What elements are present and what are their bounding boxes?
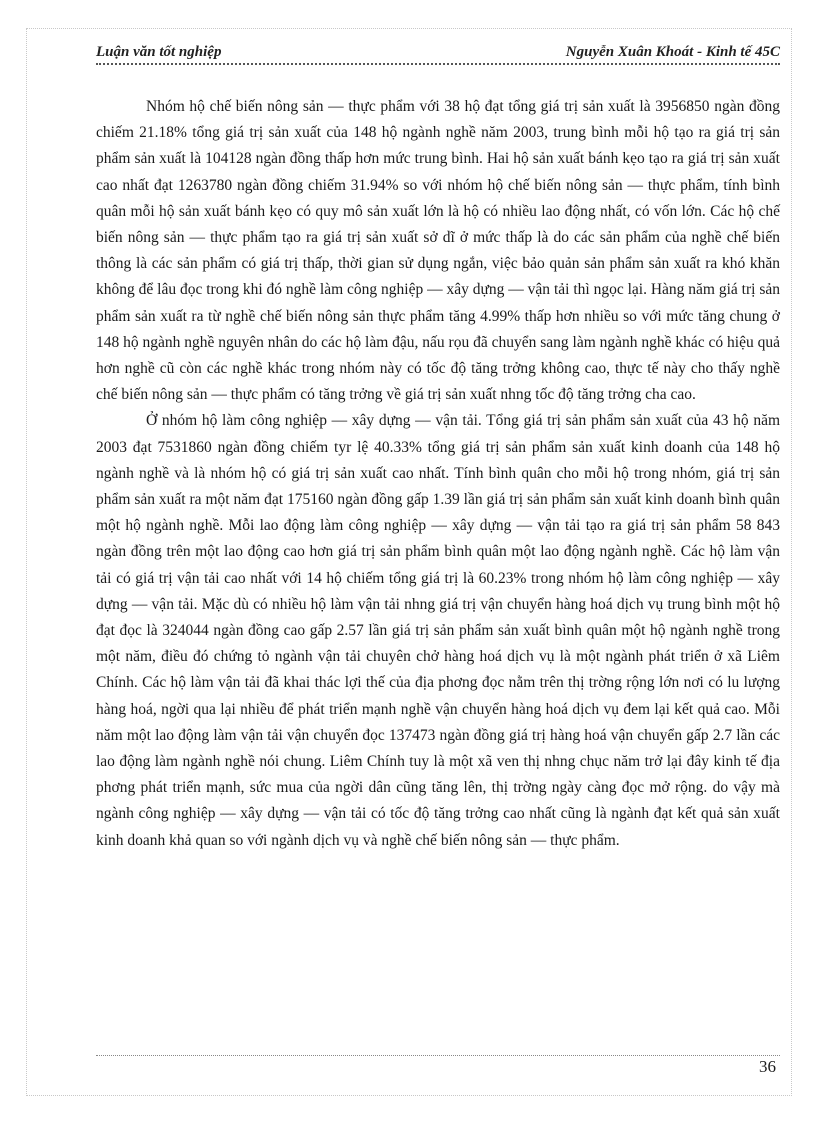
header-right-author: Nguyễn Xuân Khoát - Kinh tế 45C <box>565 44 780 60</box>
footer-rule <box>96 1055 780 1056</box>
paragraph-2: Ở nhóm hộ làm công nghiệp — xây dựng — vận tải. Tổng giá trị sản phẩm sản xuất của 43 hộ năm 2003 đạt 7531860 ngàn đồng chiếm tyr lệ 40.33% tổng giá trị sản phẩm sản xuất kinh doanh của 148 hộ ngành nghề và là nhóm hộ có giá trị sản xuất cao nhất. Tính bình quân cho mỗi hộ trong nhóm, giá trị sản phẩm sản xuất ra một năm đạt 175160 ngàn đồng gấp 1.39 lần giá trị sản phẩm sản xuất kinh doanh bình quân một hộ ngành nghề. Mỗi lao động làm công nghiệp — xây dựng — vận tải tạo ra giá trị sản phẩm 58 843 ngàn đồng trên một lao động cao hơn giá trị sản phẩm bình quân một lao động ngành nghề. Các hộ làm vận tải có giá trị vận tải cao nhất với 14 hộ chiếm tổng giá trị là 60.23% trong nhóm hộ làm công nghiệp — xây dựng — vận tải. Mặc dù có nhiều hộ làm vận tải nhng giá trị vận chuyển hàng hoá dịch vụ trung bình một hộ đạt đọc là 324044 ngàn đồng cao gấp 2.57 lần giá trị sản phẩm sản xuất bình quân một hộ ngành nghề trong một năm, điều đó chứng tỏ ngành vận tải chuyên chở hàng hoá dịch vụ là một ngành phát triển ở xã Liêm Chính. Các hộ làm vận tải đã khai thác lợi thế của địa phơng đọc nằm trên thị trờng rộng lớn nơi có lu lượng hàng hoá, ngời qua lại nhiều để phát triển mạnh nghề vận chuyển hàng hoá dịch vụ đem lại kết quả cao. Mỗi năm một lao động làm vận tải vận chuyển đọc 137473 ngàn đồng giá trị hàng hoá vận chuyển gấp 2.7 lần các lao động làm ngành nghề nói chung. Liêm Chính tuy là một xã ven thị nhng chục năm trở lại đây kinh tế địa phơng phát triển mạnh, sức mua của ngời dân cũng tăng lên, thị trờng ngày càng đọc mở rộng. do vậy mà ngành công nghiệp — xây dựng — vận tải có tốc độ tăng trởng cao nhất cũng là ngành đạt kết quả sản xuất kinh doanh khả quan so với ngành dịch vụ và nghề chế biến nông sản — thực phẩm. <box>96 412 780 849</box>
header-left-title: Luận văn tốt nghiệp <box>96 44 222 60</box>
page-number: 36 <box>759 1057 776 1076</box>
body-text <box>96 94 780 854</box>
header-rule <box>96 63 780 65</box>
paragraph-1: Nhóm hộ chế biến nông sản — thực phẩm với 38 hộ đạt tổng giá trị sản xuất là 3956850 ngàn đồng chiếm 21.18% tổng giá trị sản xuất của 148 hộ ngành nghề năm 2003, trung bình mỗi hộ tạo ra giá trị sản phẩm sản xuất là 104128 ngàn đồng thấp hơn mức trung bình. Hai hộ sản xuất bánh kẹo tạo ra giá trị sản xuất cao nhất đạt 1263780 ngàn đồng chiếm 31.94% so với nhóm hộ chế biến nông sản — thực phẩm, tính bình quân mỗi hộ sản xuất bánh kẹo có quy mô sản xuất lớn là hộ có nhiều lao động nhất, có vốn lớn. Các hộ chế biến nông sản — thực phẩm tạo ra giá trị sản xuất sở dĩ ở mức thấp là do các sản phẩm của nghề chế biến thông là các sản phẩm có giá trị thấp, thời gian sử dụng ngắn, việc bảo quản sản phẩm sản xuất ra khó khăn không để lâu đọc trong khi đó nghề làm công nghiệp — xây dựng — vận tải thì ngọc lại. Hàng năm giá trị sản phẩm sản xuất ra từ nghề chế biến nông sản thực phẩm tăng 4.99% thấp hơn nhiều so với mức tăng chung ở 148 hộ ngành nghề nguyên nhân do các hộ làm đậu, nấu rọu đã chuyển sang làm ngành nghề khác có hiệu quả hơn nghề cũ còn các nghề khác trong nhóm này có tốc độ tăng trởng không cao, thực tế này cho thấy nghề chế biến nông sản — thực phẩm có tăng trởng về giá trị sản xuất nhng tốc độ tăng trởng cha cao. <box>96 98 780 404</box>
page-header <box>96 44 780 66</box>
